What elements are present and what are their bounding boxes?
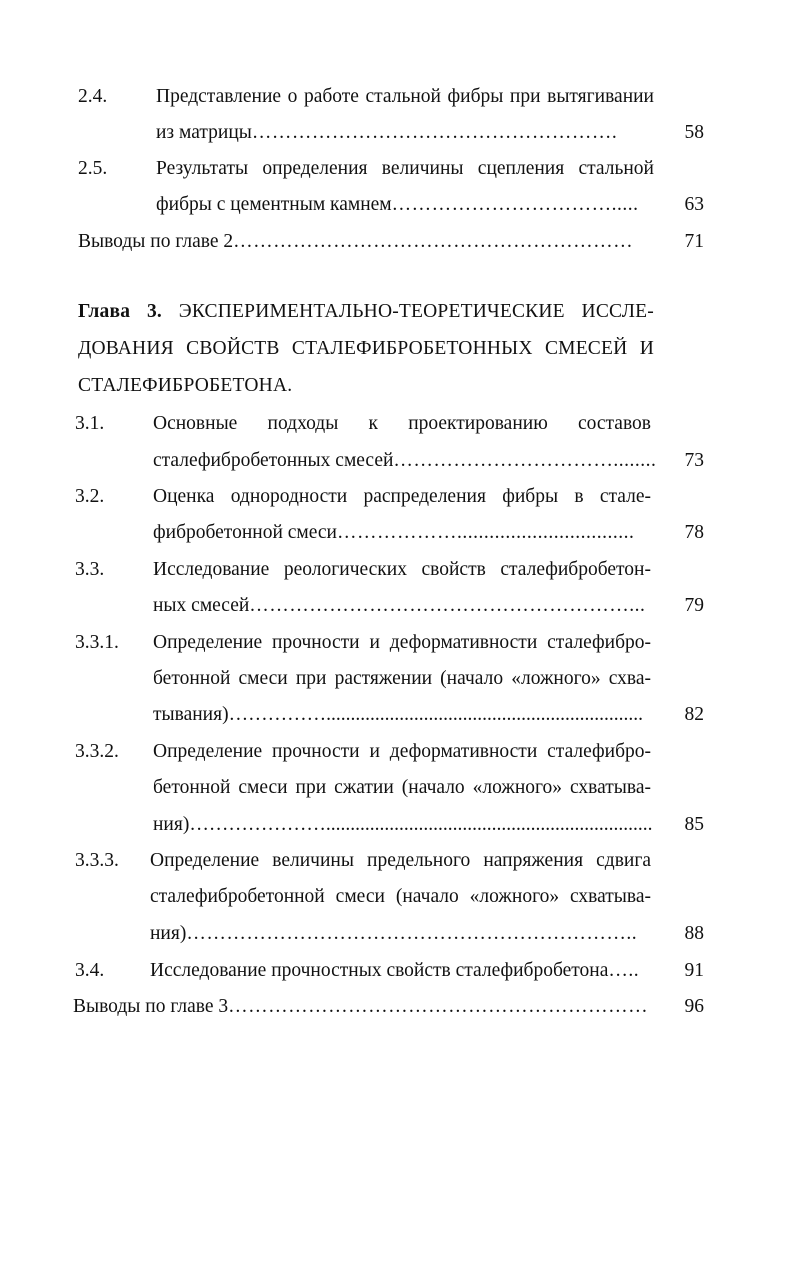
dot-leader: ……………………………..... [391, 194, 639, 215]
dot-leader: ……………………………………………………… [228, 996, 649, 1017]
chapter-heading-line: ДОВАНИЯ СВОЙСТВ СТАЛЕФИБРОБЕТОННЫХ СМЕСЕЙ И [78, 338, 654, 359]
page-number: 58 [684, 122, 704, 143]
section-number: 3.3. [75, 559, 105, 580]
section-title-line: Определение прочности и деформативности сталефибро- [153, 632, 651, 653]
page-number: 91 [684, 960, 704, 981]
page-number: 63 [684, 194, 704, 215]
section-title-line: фибробетонной смеси………………................................. [153, 522, 635, 543]
page-number: 96 [684, 996, 704, 1017]
chapter-heading-line: СТАЛЕФИБРОБЕТОНА. [78, 375, 293, 396]
section-title-line: из матрицы………………………………………………. [156, 122, 618, 143]
page-number: 79 [684, 595, 704, 616]
section-title-line: Основные подходы к проектированию составов [153, 413, 651, 434]
dot-leader: …………………………………………………… [233, 231, 634, 252]
dot-leader: ………………………………………………. [251, 122, 618, 143]
section-number: 3.3.2. [75, 741, 119, 762]
dot-leader: …………………................................................................... [189, 814, 653, 835]
chapter-label: Глава 3. [78, 301, 162, 322]
section-number: 3.3.1. [75, 632, 119, 653]
dot-leader: ……………………………........ [393, 450, 657, 471]
page-number: 88 [684, 923, 704, 944]
dot-leader: ……………................................................................. [228, 704, 643, 725]
page-number: 78 [684, 522, 704, 543]
section-title-line: ных смесей…………………………………………………... [153, 595, 646, 616]
section-title-line: Представление о работе стальной фибры при вытягивании [156, 86, 654, 107]
section-number: 3.2. [75, 486, 105, 507]
section-number: 2.4. [78, 86, 108, 107]
conclusions-title: Выводы по главе 2…………………………………………………… [78, 231, 634, 252]
section-number: 3.4. [75, 960, 105, 981]
section-number: 3.1. [75, 413, 105, 434]
page-number: 82 [684, 704, 704, 725]
section-title-line: Определение прочности и деформативности сталефибро- [153, 741, 651, 762]
page-number: 85 [684, 814, 704, 835]
dot-leader: ………………................................. [336, 522, 635, 543]
section-number: 3.3.3. [75, 850, 119, 871]
section-title-line: бетонной смеси при сжатии (начало «ложного» схватыва- [153, 777, 651, 798]
section-title-line: Оценка однородности распределения фибры в стале- [153, 486, 651, 507]
section-title-line: ния)…………………................................................................... [153, 814, 653, 835]
section-title-line: Определение величины предельного напряжения сдвига [150, 850, 651, 871]
section-title-line: Результаты определения величины сцепления стальной [156, 158, 654, 179]
section-title-line: фибры с цементным камнем……………………………..... [156, 194, 639, 215]
dot-leader: ….. [608, 960, 640, 981]
section-title-line: ния)………………………………………………………….. [150, 923, 638, 944]
section-title-line: бетонной смеси при растяжении (начало «ложного» схва- [153, 668, 651, 689]
section-title-line: Исследование реологических свойств сталефибробетон- [153, 559, 651, 580]
dot-leader: …………………………………………………... [249, 595, 646, 616]
page-number: 73 [684, 450, 704, 471]
page-number: 71 [684, 231, 704, 252]
dot-leader: ………………………………………………………….. [186, 923, 638, 944]
section-title-line: сталефибробетонной смеси (начало «ложного» схватыва- [150, 886, 651, 907]
conclusions-title: Выводы по главе 3……………………………………………………… [73, 996, 649, 1017]
section-number: 2.5. [78, 158, 108, 179]
section-title-line: Исследование прочностных свойств сталефибробетона….. [150, 960, 640, 981]
chapter-heading-line: Глава 3. ЭКСПЕРИМЕНТАЛЬНО-ТЕОРЕТИЧЕСКИЕ ИССЛЕ- [78, 301, 654, 322]
section-title-line: сталефибробетонных смесей……………………………........ [153, 450, 657, 471]
section-title-line: тывания)……………................................................................. [153, 704, 643, 725]
